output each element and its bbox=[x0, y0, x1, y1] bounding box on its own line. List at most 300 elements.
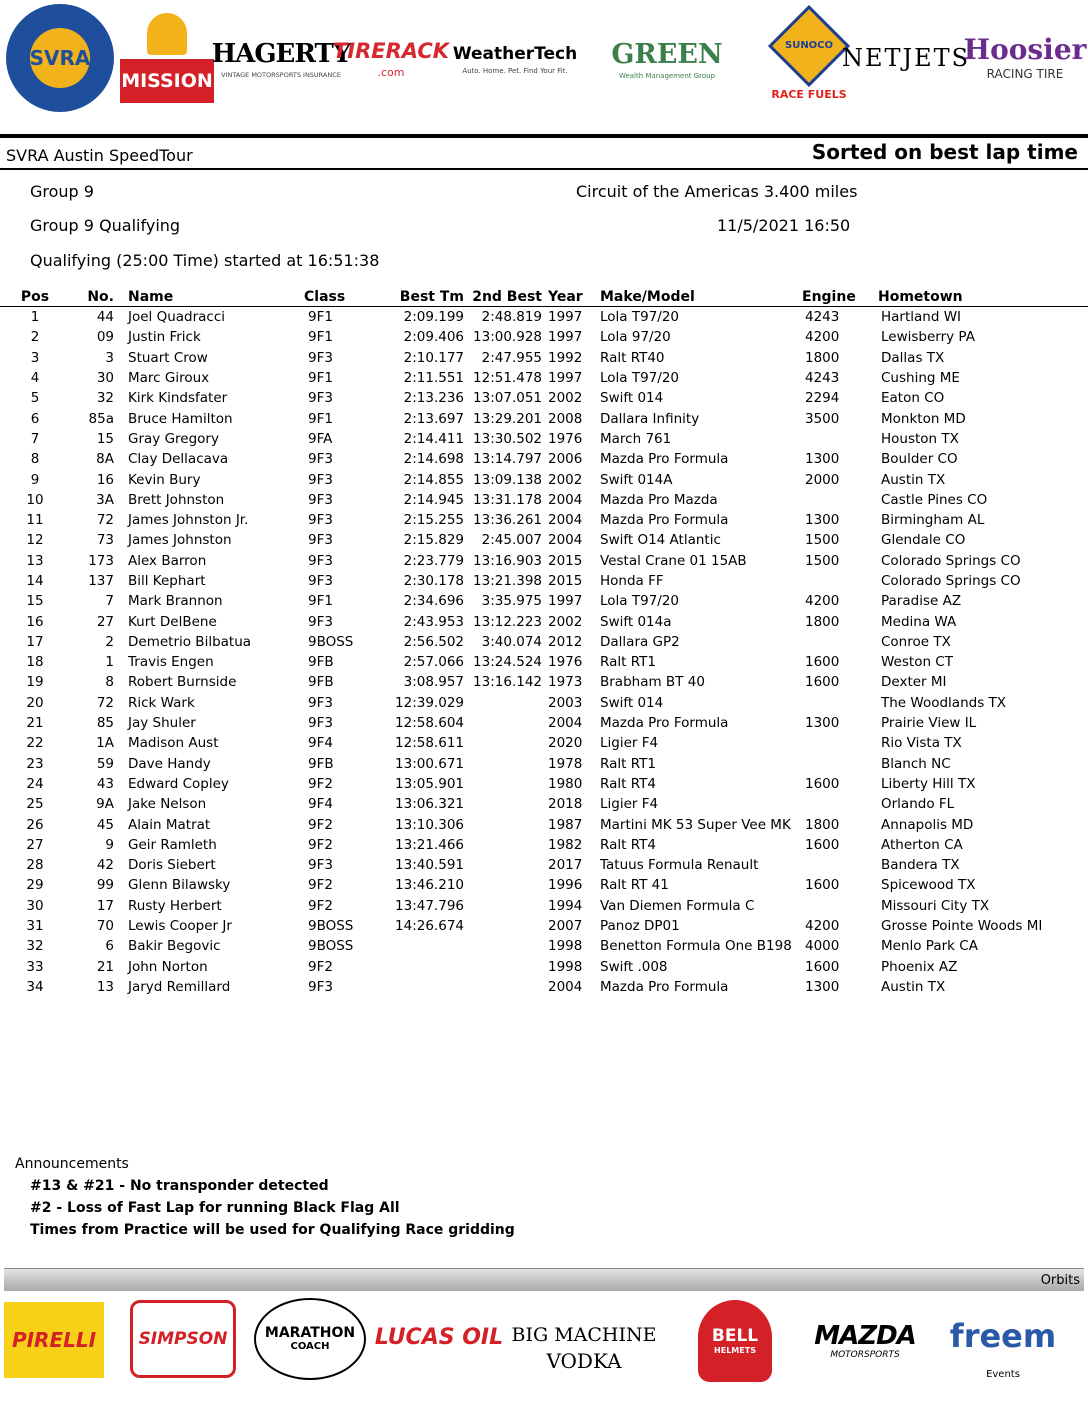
cell-best-time: 13:21.466 bbox=[395, 836, 464, 853]
cell-engine: 1800 bbox=[805, 613, 840, 630]
cell-second-best: 2:48.819 bbox=[481, 309, 542, 326]
cell-pos: 22 bbox=[26, 735, 44, 752]
cell-pos: 2 bbox=[30, 329, 40, 346]
cell-hometown: Castle Pines CO bbox=[881, 491, 988, 508]
cell-best-time: 2:57.066 bbox=[403, 654, 464, 671]
cell-best-time: 13:00.671 bbox=[395, 755, 464, 772]
lucasoil-logo bbox=[374, 1304, 504, 1372]
cell-year: 2012 bbox=[548, 633, 583, 650]
cell-name: Doris Siebert bbox=[128, 857, 216, 874]
table-row bbox=[0, 814, 1088, 834]
cell-class: 9F3 bbox=[308, 349, 333, 366]
cell-no: 13 bbox=[96, 978, 114, 995]
table-row bbox=[0, 469, 1088, 489]
cell-second-best: 2:47.955 bbox=[481, 349, 542, 366]
cell-hometown: Conroe TX bbox=[881, 633, 951, 650]
cell-make-model: March 761 bbox=[600, 430, 672, 447]
cell-no: 6 bbox=[105, 938, 114, 955]
results-body bbox=[0, 307, 1088, 998]
cell-engine: 2294 bbox=[805, 390, 840, 407]
cell-hometown: Rio Vista TX bbox=[881, 735, 962, 752]
cell-class: 9F1 bbox=[308, 309, 333, 326]
cell-name: John Norton bbox=[128, 958, 208, 975]
tirerack-logo bbox=[332, 14, 450, 106]
cell-best-time: 14:26.674 bbox=[395, 918, 464, 935]
simpson-logo-text: SIMPSON bbox=[138, 1328, 228, 1349]
cell-hometown: Dexter MI bbox=[881, 674, 947, 691]
cell-engine: 1800 bbox=[805, 816, 840, 833]
cell-second-best bbox=[464, 693, 542, 713]
cell-make-model: Ralt RT 41 bbox=[600, 877, 669, 894]
cell-hometown: Cushing ME bbox=[881, 370, 960, 387]
cell-make-model: Swift O14 Atlantic bbox=[600, 532, 721, 549]
cell-pos: 20 bbox=[26, 694, 44, 711]
cell-make-model: Swift 014A bbox=[600, 471, 673, 488]
cell-best-time: 2:23.779 bbox=[403, 552, 464, 569]
cell-pos: 32 bbox=[26, 938, 44, 955]
cell-engine: 1800 bbox=[805, 349, 840, 366]
cell-no: 73 bbox=[96, 532, 114, 549]
cell-best-time: 2:15.255 bbox=[403, 512, 464, 529]
cell-engine: 2000 bbox=[805, 471, 840, 488]
event-title: SVRA Austin SpeedTour bbox=[6, 146, 193, 165]
cell-name: Kirk Kindsfater bbox=[128, 390, 228, 407]
table-row bbox=[0, 551, 1088, 571]
cell-class: 9F3 bbox=[308, 573, 333, 589]
cell-make-model: Honda FF bbox=[600, 573, 664, 589]
cell-hometown: Orlando FL bbox=[881, 796, 955, 813]
cell-best-time: 12:58.604 bbox=[395, 715, 464, 732]
cell-hometown: Lewisberry PA bbox=[881, 329, 975, 346]
bottom-sponsor-banner bbox=[0, 1294, 1088, 1408]
cell-name: Rusty Herbert bbox=[128, 897, 222, 914]
table-row bbox=[0, 307, 1088, 328]
cell-year: 1976 bbox=[548, 654, 583, 671]
col-best-header: Best Tm bbox=[384, 288, 464, 307]
table-row bbox=[0, 693, 1088, 713]
mazda-logo bbox=[800, 1310, 930, 1372]
cell-name: Alain Matrat bbox=[128, 816, 211, 833]
announcements-title: Announcements bbox=[15, 1156, 129, 1172]
cell-year: 2004 bbox=[548, 512, 583, 529]
cell-no: 44 bbox=[96, 309, 114, 326]
cell-year: 1980 bbox=[548, 775, 583, 792]
cell-no: 9 bbox=[105, 836, 114, 853]
hagerty-logo bbox=[211, 10, 351, 110]
cell-pos: 21 bbox=[26, 715, 44, 732]
cell-year: 1998 bbox=[548, 958, 583, 975]
session-start: Qualifying (25:00 Time) started at 16:51:38 bbox=[30, 251, 380, 270]
table-row bbox=[0, 754, 1088, 774]
cell-best-time: 2:14.411 bbox=[403, 430, 464, 447]
cell-best-time: 2:30.178 bbox=[403, 573, 464, 589]
cell-second-best bbox=[464, 713, 542, 733]
table-row bbox=[0, 794, 1088, 814]
cell-no: 09 bbox=[96, 329, 114, 346]
col-name-header: Name bbox=[128, 288, 304, 307]
col-pos-header: Pos bbox=[0, 288, 70, 307]
cell-year: 2020 bbox=[548, 735, 583, 752]
cell-year: 1976 bbox=[548, 430, 583, 447]
cell-hometown: Colorado Springs CO bbox=[881, 573, 1021, 589]
cell-best-time bbox=[384, 936, 464, 956]
cell-second-best: 13:09.138 bbox=[473, 471, 542, 488]
cell-no: 32 bbox=[96, 390, 114, 407]
table-row bbox=[0, 408, 1088, 428]
cell-engine: 1300 bbox=[805, 451, 840, 468]
cell-make-model: Martini MK 53 Super Vee MK bbox=[600, 816, 791, 833]
cell-pos: 11 bbox=[26, 512, 44, 529]
cell-hometown: Liberty Hill TX bbox=[881, 775, 976, 792]
cell-hometown: Medina WA bbox=[881, 613, 957, 630]
mission-logo bbox=[120, 4, 214, 112]
cell-second-best bbox=[464, 814, 542, 834]
cell-best-time bbox=[384, 977, 464, 997]
cell-pos: 1 bbox=[30, 309, 40, 326]
cell-best-time: 3:08.957 bbox=[403, 674, 464, 691]
cell-name: Mark Brannon bbox=[128, 593, 223, 610]
cell-best-time: 2:09.199 bbox=[403, 309, 464, 326]
cell-name: Bakir Begovic bbox=[128, 938, 221, 955]
simpson-logo bbox=[130, 1300, 236, 1378]
cell-best-time: 2:10.177 bbox=[403, 349, 464, 366]
cell-pos: 30 bbox=[26, 897, 44, 914]
cell-pos: 3 bbox=[30, 349, 40, 366]
mazda-logo-text: MAZDA bbox=[814, 1320, 916, 1351]
cell-name: Demetrio Bilbatua bbox=[128, 633, 252, 650]
cell-year: 2006 bbox=[548, 451, 583, 468]
cell-hometown: The Woodlands TX bbox=[881, 694, 1007, 711]
cell-make-model: Dallara GP2 bbox=[600, 633, 680, 650]
table-row bbox=[0, 591, 1088, 611]
cell-class: 9F3 bbox=[308, 491, 333, 508]
freem-tagline: Events bbox=[986, 1369, 1020, 1380]
cell-engine bbox=[802, 571, 878, 591]
cell-best-time: 13:10.306 bbox=[395, 816, 464, 833]
cell-year: 1997 bbox=[548, 309, 583, 326]
cell-no: 9A bbox=[96, 796, 114, 813]
cell-best-time: 2:34.696 bbox=[403, 593, 464, 610]
cell-no: 99 bbox=[96, 877, 114, 894]
cell-class: 9F3 bbox=[308, 694, 333, 711]
cell-second-best: 13:36.261 bbox=[473, 512, 542, 529]
cell-second-best: 3:35.975 bbox=[481, 593, 542, 610]
cell-second-best bbox=[464, 916, 542, 936]
cell-engine bbox=[802, 794, 878, 814]
cell-hometown: Boulder CO bbox=[881, 451, 958, 468]
bell-logo bbox=[698, 1300, 772, 1382]
cell-pos: 17 bbox=[26, 633, 44, 650]
cell-name: Jaryd Remillard bbox=[128, 978, 231, 995]
cell-no: 43 bbox=[96, 775, 114, 792]
cell-engine bbox=[802, 693, 878, 713]
cell-second-best: 13:00.928 bbox=[473, 329, 542, 346]
cell-engine: 1600 bbox=[805, 836, 840, 853]
cell-best-time: 12:39.029 bbox=[395, 694, 464, 711]
cell-hometown: Menlo Park CA bbox=[881, 938, 978, 955]
green-tagline: Wealth Management Group bbox=[618, 71, 716, 80]
cell-class: 9BOSS bbox=[308, 938, 354, 955]
cell-second-best bbox=[464, 794, 542, 814]
col-year-header: Year bbox=[542, 288, 592, 307]
cell-year: 2002 bbox=[548, 613, 583, 630]
cell-year: 1987 bbox=[548, 816, 583, 833]
cell-hometown: Glendale CO bbox=[881, 532, 966, 549]
cell-best-time: 2:11.551 bbox=[403, 370, 464, 387]
cell-class: 9F1 bbox=[308, 410, 333, 427]
cell-best-time: 2:56.502 bbox=[403, 633, 464, 650]
timing-provider: Orbits bbox=[1040, 1273, 1080, 1288]
cell-make-model: Mazda Pro Formula bbox=[600, 978, 729, 995]
table-row bbox=[0, 632, 1088, 652]
cell-no: 8 bbox=[105, 674, 114, 691]
cell-class: 9F4 bbox=[308, 735, 333, 752]
cell-pos: 34 bbox=[26, 978, 44, 995]
cell-make-model: Mazda Pro Formula bbox=[600, 512, 729, 529]
cell-make-model: Ralt RT1 bbox=[600, 755, 656, 772]
cell-name: Madison Aust bbox=[128, 735, 219, 752]
cell-second-best: 13:07.051 bbox=[473, 390, 542, 407]
cell-hometown: Annapolis MD bbox=[881, 816, 974, 833]
cell-class: 9F2 bbox=[308, 836, 333, 853]
cell-year: 1982 bbox=[548, 836, 583, 853]
cell-engine bbox=[802, 632, 878, 652]
cell-hometown: Dallas TX bbox=[881, 349, 945, 366]
green-logo bbox=[594, 10, 740, 110]
cell-hometown: Austin TX bbox=[881, 471, 946, 488]
cell-class: 9F2 bbox=[308, 816, 333, 833]
cell-year: 1992 bbox=[548, 349, 583, 366]
cell-second-best: 13:31.178 bbox=[473, 491, 542, 508]
cell-year: 2004 bbox=[548, 978, 583, 995]
cell-engine: 1300 bbox=[805, 512, 840, 529]
cell-name: Edward Copley bbox=[128, 775, 229, 792]
col-engine-header: Engine bbox=[802, 288, 878, 307]
table-row bbox=[0, 388, 1088, 408]
cell-engine: 4243 bbox=[805, 370, 840, 387]
cell-no: 42 bbox=[96, 857, 114, 874]
announcement-1: #13 & #21 - No transponder detected bbox=[30, 1178, 329, 1194]
cell-year: 2015 bbox=[548, 552, 583, 569]
cell-make-model: Mazda Pro Mazda bbox=[600, 491, 718, 508]
cell-no: 3 bbox=[105, 349, 114, 366]
pirelli-logo-text: PIRELLI bbox=[11, 1328, 97, 1352]
cell-pos: 9 bbox=[30, 471, 40, 488]
cell-make-model: Ralt RT1 bbox=[600, 654, 656, 671]
cell-second-best: 12:51.478 bbox=[473, 370, 542, 387]
cell-engine: 4243 bbox=[805, 309, 840, 326]
col-hometown-header: Hometown bbox=[878, 288, 1088, 307]
cell-second-best bbox=[464, 977, 542, 997]
cell-class: 9FB bbox=[308, 755, 334, 772]
cell-class: 9F3 bbox=[308, 978, 333, 995]
cell-make-model: Swift 014 bbox=[600, 694, 664, 711]
cell-no: 45 bbox=[96, 816, 114, 833]
cell-pos: 19 bbox=[26, 674, 44, 691]
cell-pos: 7 bbox=[30, 430, 40, 447]
cell-second-best: 13:12.223 bbox=[473, 613, 542, 630]
cell-pos: 6 bbox=[30, 410, 40, 427]
cell-no: 59 bbox=[96, 755, 114, 772]
pirelli-logo bbox=[4, 1302, 104, 1378]
cell-name: Joel Quadracci bbox=[128, 309, 226, 326]
bigmachine-logo bbox=[511, 1298, 657, 1398]
cell-second-best: 13:21.398 bbox=[473, 573, 542, 589]
cell-year: 2015 bbox=[548, 573, 583, 589]
cell-pos: 28 bbox=[26, 857, 44, 874]
cell-make-model: Lola 97/20 bbox=[600, 329, 671, 346]
cell-hometown: Grosse Pointe Woods MI bbox=[881, 918, 1043, 935]
cell-class: 9F3 bbox=[308, 532, 333, 549]
cell-make-model: Mazda Pro Formula bbox=[600, 715, 729, 732]
table-row bbox=[0, 652, 1088, 672]
cell-name: Brett Johnston bbox=[128, 491, 225, 508]
cell-make-model: Lola T97/20 bbox=[600, 309, 680, 326]
cell-name: Clay Dellacava bbox=[128, 451, 229, 468]
table-row bbox=[0, 449, 1088, 469]
cell-best-time: 2:09.406 bbox=[403, 329, 464, 346]
freem-logo-text: freem bbox=[949, 1317, 1057, 1355]
cell-second-best: 3:40.074 bbox=[481, 633, 542, 650]
cell-second-best bbox=[464, 754, 542, 774]
cell-no: 16 bbox=[96, 471, 114, 488]
circuit-label: Circuit of the Americas 3.400 miles bbox=[576, 182, 858, 201]
cell-engine bbox=[802, 733, 878, 753]
cell-name: Dave Handy bbox=[128, 755, 211, 772]
cell-best-time: 13:40.591 bbox=[395, 857, 464, 874]
table-row bbox=[0, 530, 1088, 550]
cell-year: 1973 bbox=[548, 674, 583, 691]
cell-make-model: Ligier F4 bbox=[600, 735, 659, 752]
weathertech-logo-text: WeatherTech bbox=[452, 43, 578, 64]
cell-name: James Johnston bbox=[128, 532, 232, 549]
cell-make-model: Tatuus Formula Renault bbox=[600, 857, 759, 874]
cell-class: 9F3 bbox=[308, 471, 333, 488]
cell-engine bbox=[802, 896, 878, 916]
cell-make-model: Swift .008 bbox=[600, 958, 668, 975]
cell-year: 1997 bbox=[548, 593, 583, 610]
cell-pos: 12 bbox=[26, 532, 44, 549]
cell-class: 9F1 bbox=[308, 370, 333, 387]
cell-pos: 8 bbox=[30, 451, 40, 468]
cell-make-model: Van Diemen Formula C bbox=[600, 897, 755, 914]
weathertech-tagline: Auto. Home. Pet. Find Your Fit. bbox=[462, 66, 568, 75]
table-row bbox=[0, 510, 1088, 530]
cell-hometown: Houston TX bbox=[881, 430, 959, 447]
cell-class: 9F2 bbox=[308, 775, 333, 792]
cell-engine: 4200 bbox=[805, 329, 840, 346]
cell-name: Justin Frick bbox=[128, 329, 201, 346]
cell-pos: 24 bbox=[26, 775, 44, 792]
cell-year: 1978 bbox=[548, 755, 583, 772]
cell-name: Glenn Bilawsky bbox=[128, 877, 231, 894]
cell-name: Marc Giroux bbox=[128, 370, 210, 387]
cell-second-best: 13:29.201 bbox=[473, 410, 542, 427]
cell-second-best bbox=[464, 936, 542, 956]
cell-year: 1997 bbox=[548, 329, 583, 346]
cell-make-model: Ralt RT4 bbox=[600, 775, 656, 792]
cell-no: 72 bbox=[96, 512, 114, 529]
cell-pos: 25 bbox=[26, 796, 44, 813]
table-row bbox=[0, 936, 1088, 956]
cell-class: 9F3 bbox=[308, 613, 333, 630]
cell-engine: 4000 bbox=[805, 938, 840, 955]
cell-make-model: Mazda Pro Formula bbox=[600, 451, 729, 468]
cell-year: 2017 bbox=[548, 857, 583, 874]
cell-no: 21 bbox=[96, 958, 114, 975]
cell-no: 1A bbox=[96, 735, 114, 752]
cell-year: 2004 bbox=[548, 532, 583, 549]
cell-engine: 1600 bbox=[805, 775, 840, 792]
cell-class: 9F2 bbox=[308, 958, 333, 975]
cell-best-time: 2:13.697 bbox=[403, 410, 464, 427]
cell-pos: 26 bbox=[26, 816, 44, 833]
cell-hometown: Prairie View IL bbox=[881, 715, 977, 732]
cell-year: 2003 bbox=[548, 694, 583, 711]
bigmachine-logo-text: BIG MACHINE bbox=[511, 1323, 657, 1346]
cell-name: Travis Engen bbox=[128, 654, 214, 671]
cell-class: 9F3 bbox=[308, 715, 333, 732]
cell-class: 9F4 bbox=[308, 796, 333, 813]
hagerty-tagline: VINTAGE MOTORSPORTS INSURANCE bbox=[221, 71, 341, 79]
cell-no: 27 bbox=[96, 613, 114, 630]
header-rule bbox=[0, 134, 1088, 138]
cell-best-time: 2:15.829 bbox=[403, 532, 464, 549]
lucasoil-logo-text: LUCAS OIL bbox=[374, 1325, 504, 1350]
cell-hometown: Blanch NC bbox=[881, 755, 951, 772]
cell-engine: 1600 bbox=[805, 877, 840, 894]
footer-bar bbox=[4, 1268, 1084, 1291]
cell-best-time: 2:43.953 bbox=[403, 613, 464, 630]
bell-logo-text: BELL bbox=[711, 1325, 759, 1346]
cell-name: Rick Wark bbox=[128, 694, 195, 711]
cell-pos: 5 bbox=[30, 390, 40, 407]
cell-year: 2018 bbox=[548, 796, 583, 813]
hoosier-tagline: RACING TIRE bbox=[986, 67, 1064, 81]
cell-no: 70 bbox=[96, 918, 114, 935]
cell-hometown: Birmingham AL bbox=[881, 512, 985, 529]
cell-class: 9BOSS bbox=[308, 918, 354, 935]
cell-make-model: Ralt RT4 bbox=[600, 836, 656, 853]
cell-class: 9F3 bbox=[308, 512, 333, 529]
table-row bbox=[0, 896, 1088, 916]
cell-class: 9F1 bbox=[308, 593, 333, 610]
cell-second-best: 13:16.142 bbox=[473, 674, 542, 691]
table-row bbox=[0, 957, 1088, 977]
cell-hometown: Paradise AZ bbox=[881, 593, 962, 610]
cell-pos: 31 bbox=[26, 918, 44, 935]
cell-class: 9F3 bbox=[308, 552, 333, 569]
cell-hometown: Monkton MD bbox=[881, 410, 966, 427]
cell-class: 9F3 bbox=[308, 390, 333, 407]
table-row bbox=[0, 368, 1088, 388]
cell-no: 137 bbox=[88, 573, 114, 589]
cell-pos: 29 bbox=[26, 877, 44, 894]
cell-name: Robert Burnside bbox=[128, 674, 237, 691]
cell-best-time: 13:05.901 bbox=[395, 775, 464, 792]
cell-make-model: Ligier F4 bbox=[600, 796, 659, 813]
cell-no: 173 bbox=[88, 552, 114, 569]
svra-logo bbox=[6, 4, 114, 112]
col-make-header: Make/Model bbox=[592, 288, 802, 307]
cell-no: 30 bbox=[96, 370, 114, 387]
cell-class: 9BOSS bbox=[308, 633, 354, 650]
sunoco-logo bbox=[771, 6, 847, 110]
col-second-header: 2nd Best bbox=[464, 288, 542, 307]
table-row bbox=[0, 713, 1088, 733]
cell-second-best: 13:16.903 bbox=[473, 552, 542, 569]
cell-no: 17 bbox=[96, 897, 114, 914]
